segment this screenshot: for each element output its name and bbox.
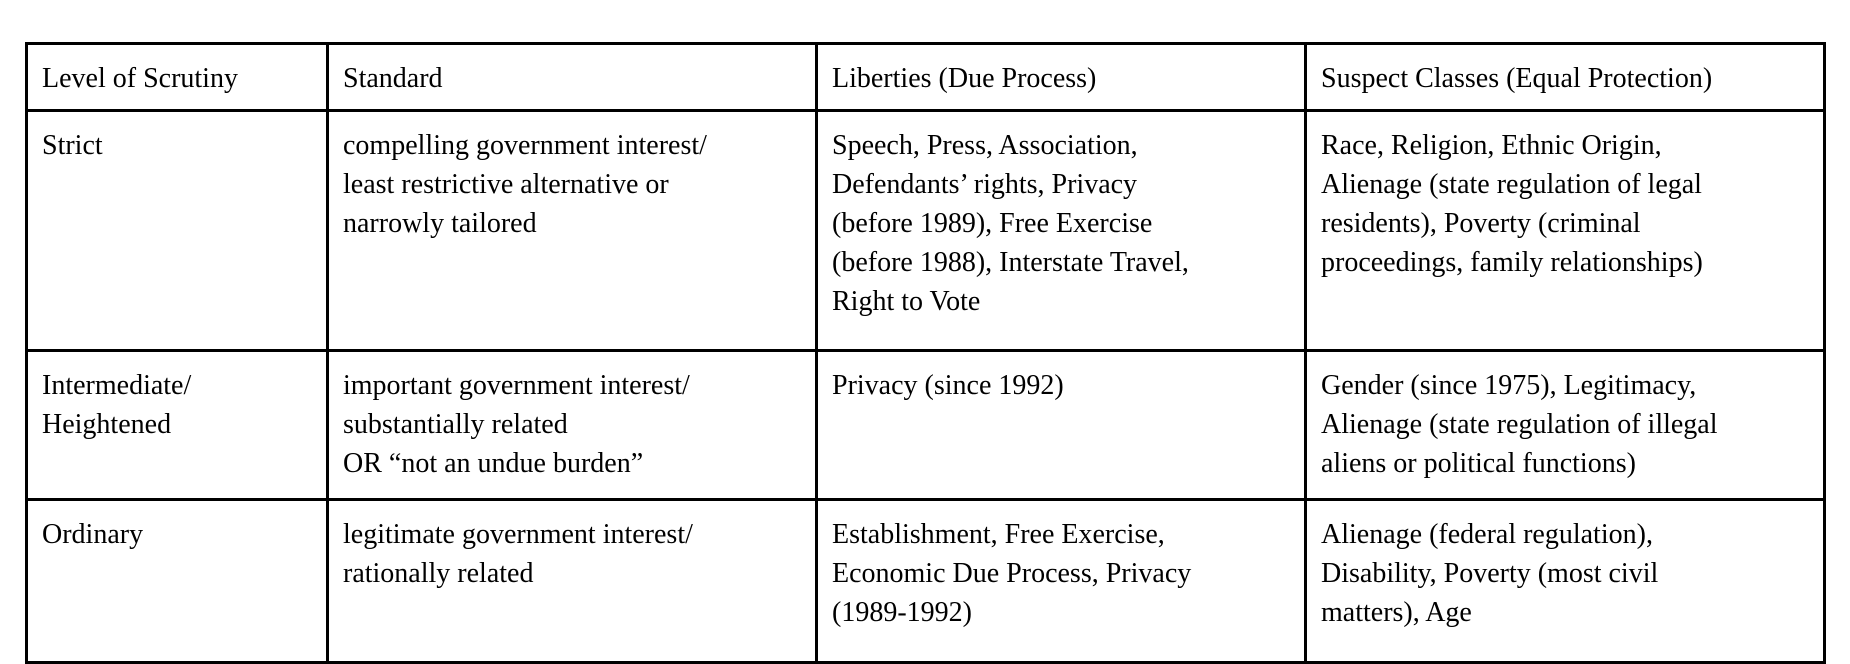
header-level-of-scrutiny: Level of Scrutiny bbox=[27, 44, 328, 111]
cell-line: narrowly tailored bbox=[343, 208, 537, 239]
cell-line: aliens or political functions) bbox=[1321, 448, 1636, 479]
cell-suspect bbox=[1306, 351, 1825, 500]
cell-level bbox=[27, 351, 328, 500]
cell-line: Defendants’ rights, Privacy bbox=[832, 169, 1138, 200]
cell-line: Establishment, Free Exercise, bbox=[832, 519, 1165, 550]
header-suspect-classes: Suspect Classes (Equal Protection) bbox=[1306, 44, 1825, 111]
cell-line: Intermediate/ bbox=[42, 370, 192, 401]
cell-line: least restrictive alternative or bbox=[343, 169, 669, 200]
cell-line: OR “not an undue burden” bbox=[343, 448, 644, 479]
cell-liberties bbox=[817, 351, 1306, 500]
table-row-intermediate bbox=[27, 351, 1825, 500]
header-liberties: Liberties (Due Process) bbox=[817, 44, 1306, 111]
cell-standard bbox=[328, 111, 817, 351]
header-row bbox=[27, 44, 1825, 111]
cell-line: Strict bbox=[42, 130, 103, 161]
table-row-strict bbox=[27, 111, 1825, 351]
cell-line: compelling government interest/ bbox=[343, 130, 707, 161]
cell-line: Right to Vote bbox=[832, 286, 981, 317]
cell-line: legitimate government interest/ bbox=[343, 519, 693, 550]
cell-suspect bbox=[1306, 111, 1825, 351]
cell-line: residents), Poverty (criminal bbox=[1321, 208, 1641, 239]
cell-line: matters), Age bbox=[1321, 597, 1472, 628]
cell-standard bbox=[328, 351, 817, 500]
scrutiny-table bbox=[25, 42, 1826, 664]
cell-line: (before 1988), Interstate Travel, bbox=[832, 247, 1189, 278]
cell-line: Alienage (federal regulation), bbox=[1321, 519, 1653, 550]
table-row-ordinary bbox=[27, 500, 1825, 663]
cell-line: Alienage (state regulation of illegal bbox=[1321, 409, 1718, 440]
cell-line: Ordinary bbox=[42, 519, 144, 550]
cell-line: substantially related bbox=[343, 409, 568, 440]
cell-line: proceedings, family relationships) bbox=[1321, 247, 1703, 278]
cell-line: Speech, Press, Association, bbox=[832, 130, 1138, 161]
cell-line: Economic Due Process, Privacy bbox=[832, 558, 1192, 589]
scrutiny-table-container bbox=[25, 42, 1823, 664]
cell-line: Heightened bbox=[42, 409, 172, 440]
cell-line: important government interest/ bbox=[343, 370, 690, 401]
cell-line: Gender (since 1975), Legitimacy, bbox=[1321, 370, 1697, 401]
cell-line: rationally related bbox=[343, 558, 534, 589]
cell-level bbox=[27, 111, 328, 351]
cell-line: (1989-1992) bbox=[832, 597, 972, 628]
cell-line: (before 1989), Free Exercise bbox=[832, 208, 1153, 239]
cell-line: Disability, Poverty (most civil bbox=[1321, 558, 1659, 589]
cell-liberties bbox=[817, 500, 1306, 663]
cell-standard bbox=[328, 500, 817, 663]
cell-liberties bbox=[817, 111, 1306, 351]
cell-line: Alienage (state regulation of legal bbox=[1321, 169, 1702, 200]
cell-line: Privacy (since 1992) bbox=[832, 370, 1064, 401]
cell-suspect bbox=[1306, 500, 1825, 663]
cell-line: Race, Religion, Ethnic Origin, bbox=[1321, 130, 1662, 161]
header-standard: Standard bbox=[328, 44, 817, 111]
cell-level bbox=[27, 500, 328, 663]
